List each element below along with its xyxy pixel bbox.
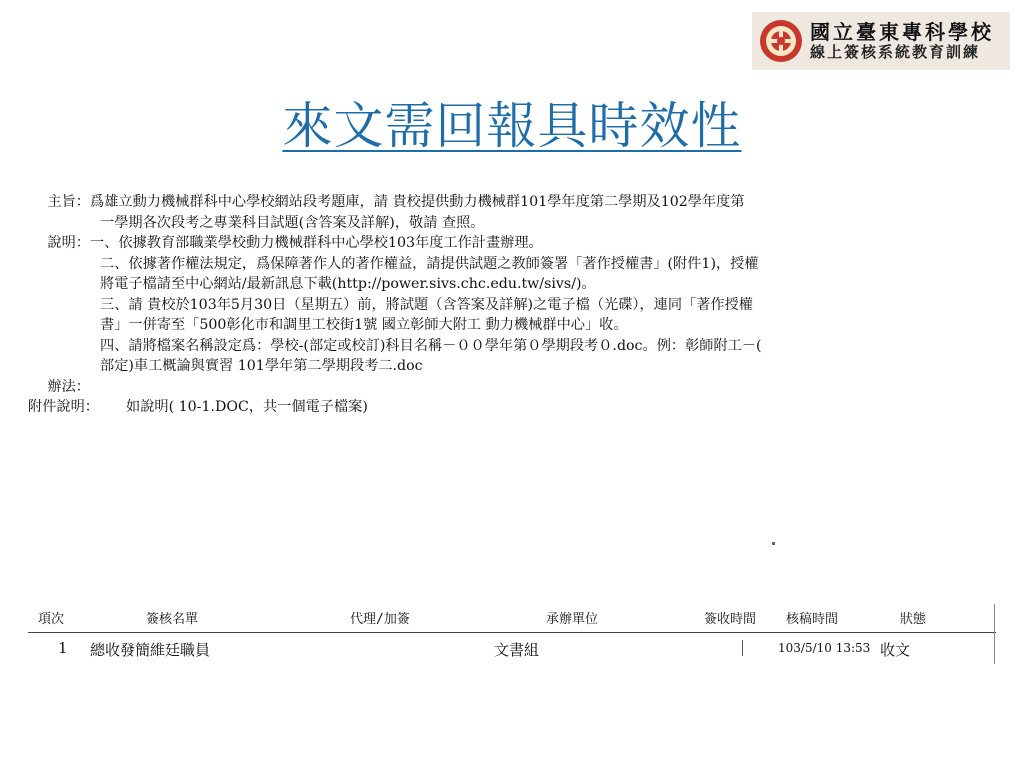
- col-status-header: 狀態: [900, 612, 927, 627]
- row-index: 1: [58, 639, 68, 657]
- signoff-table: [28, 598, 996, 663]
- school-seal-icon: [758, 18, 804, 64]
- row-approved-time: 103/5/10 13:53: [778, 641, 871, 655]
- column-divider: [742, 640, 743, 656]
- attachment-label: 附件說明：: [28, 399, 99, 415]
- attachment-text: 如說明( 10-1.DOC，共一個電子檔案): [126, 399, 368, 415]
- col-approved-header: 核稿時間: [786, 612, 839, 627]
- subject-text-cont: 一學期各次段考之專業科目試題(含答案及詳解)，敬請 查照。: [100, 214, 485, 231]
- col-index-header: 項次: [38, 612, 65, 627]
- slide-title: 來文需回報具時效性: [282, 97, 742, 155]
- col-signer-header: 簽核名單: [146, 612, 199, 627]
- table-row[interactable]: [28, 633, 996, 663]
- row-unit: 文書組: [494, 641, 540, 659]
- description-item-3-cont: 書」一併寄至「500彰化市和調里工校街1號 國立彰師大附工 動力機械群中心」收。: [100, 317, 628, 333]
- description-item-2-cont: 將電子檔請至中心網站/最新訊息下載(http://power.sivs.chc.edu.tw/sivs/)。: [100, 276, 596, 292]
- subject-text: 爲雄立動力機械群科中心學校網站段考題庫，請 貴校提供動力機械群101學年度第二學期及102學年度第: [90, 194, 745, 210]
- description-item-3: 三、請 貴校於103年5月30日（星期五）前，將試題（含答案及詳解)之電子檔（光碟），連同「著作授權: [100, 296, 753, 313]
- description-label: 說明：: [47, 235, 90, 251]
- method-label: 辦法：: [47, 378, 90, 395]
- school-logo: [752, 12, 1010, 70]
- subject-label: 主旨：: [47, 194, 90, 210]
- row-status: 收文: [880, 641, 911, 659]
- col-proxy-header: 代理/加簽: [350, 612, 410, 627]
- school-name: 國立臺東專科學校: [810, 19, 994, 44]
- school-subtitle: 線上簽核系統教育訓練: [810, 42, 981, 61]
- col-received-header: 簽收時間: [704, 612, 757, 627]
- table-right-border: [994, 604, 995, 664]
- table-header: [28, 598, 996, 633]
- artifact-dot: [772, 542, 775, 545]
- col-unit-header: 承辦單位: [546, 612, 599, 627]
- row-signer: 總收發簡維廷職員: [90, 641, 211, 659]
- description-item-4-cont: 部定)車工概論與實習 101學年第二學期段考二.doc: [100, 358, 423, 374]
- description-item-2: 二、依據著作權法規定，爲保障著作人的著作權益，請提供試題之教師簽署「著作授權書」(附件1)，授權: [100, 255, 759, 272]
- description-item-4: 四、請將檔案名稱設定爲：學校-(部定或校訂)科目名稱－００學年第０學期段考０.doc。例：彰師附工－(: [100, 337, 762, 354]
- description-item-1: 一、依據教育部職業學校動力機械群科中心學校103年度工作計畫辦理。: [90, 235, 543, 251]
- document-body: [28, 192, 998, 418]
